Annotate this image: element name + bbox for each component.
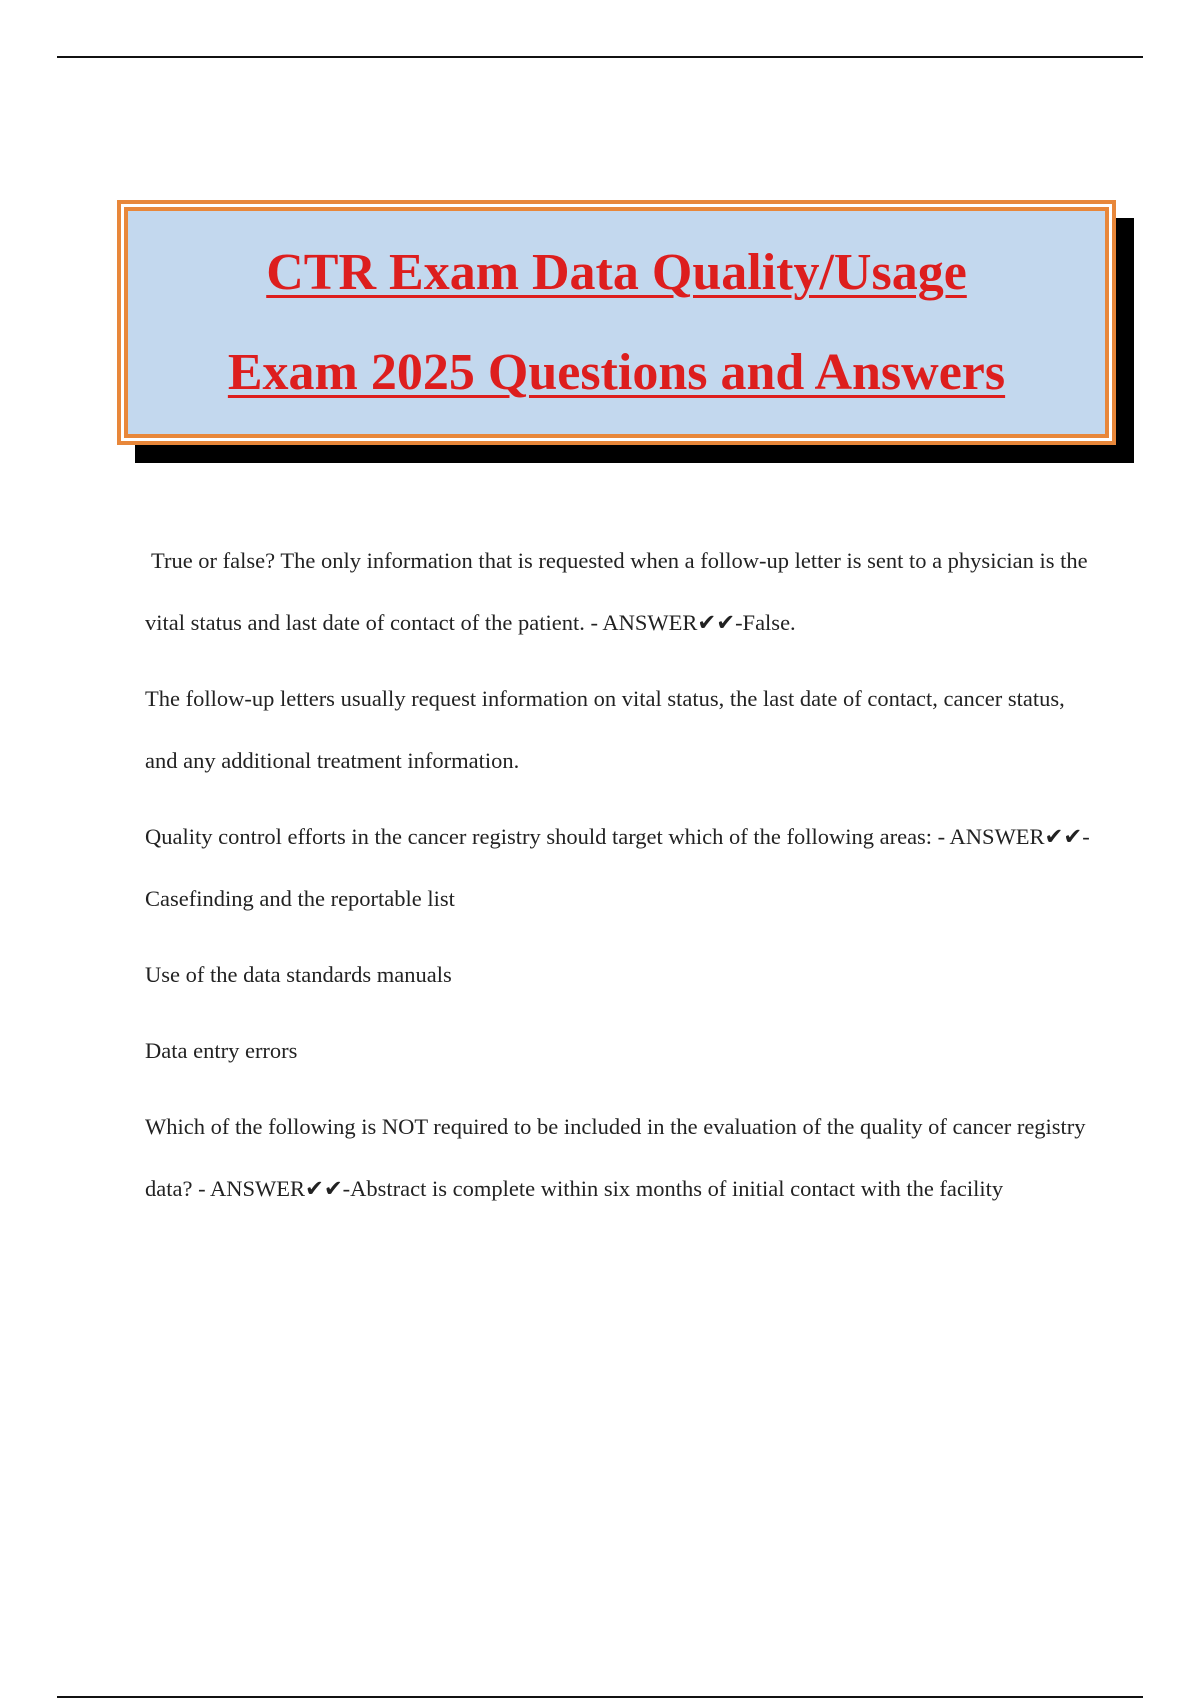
document-title-line-2: Exam 2025 Questions and Answers [227,343,1006,401]
footer-rule [57,1696,1143,1698]
question-paragraph: Which of the following is NOT required to be included in the evaluation of the quality of cancer registry data? - ANSWER✔✔-Abstract is complete within six months of initial contact with the facility [145,1114,1086,1201]
answer-explanation: The follow-up letters usually request information on vital status, the last date of contact, cancer status, and any additional treatment information. [145,686,1065,773]
answer-list-item: Use of the data standards manuals [145,962,452,987]
header-rule [57,56,1143,58]
document-body [145,530,1095,1234]
title-banner-inner [128,211,1105,434]
title-banner [117,200,1116,445]
question-paragraph: True or false? The only information that is requested when a follow-up letter is sent to a physician is the vital status and last date of contact of the patient. - ANSWER✔✔-False. [145,548,1088,635]
question-paragraph: Quality control efforts in the cancer registry should target which of the following areas: - ANSWER✔✔-Casefinding and the reportable list [145,824,1090,911]
document-title-line-1: CTR Exam Data Quality/Usage [266,243,967,301]
answer-list-item: Data entry errors [145,1038,298,1063]
